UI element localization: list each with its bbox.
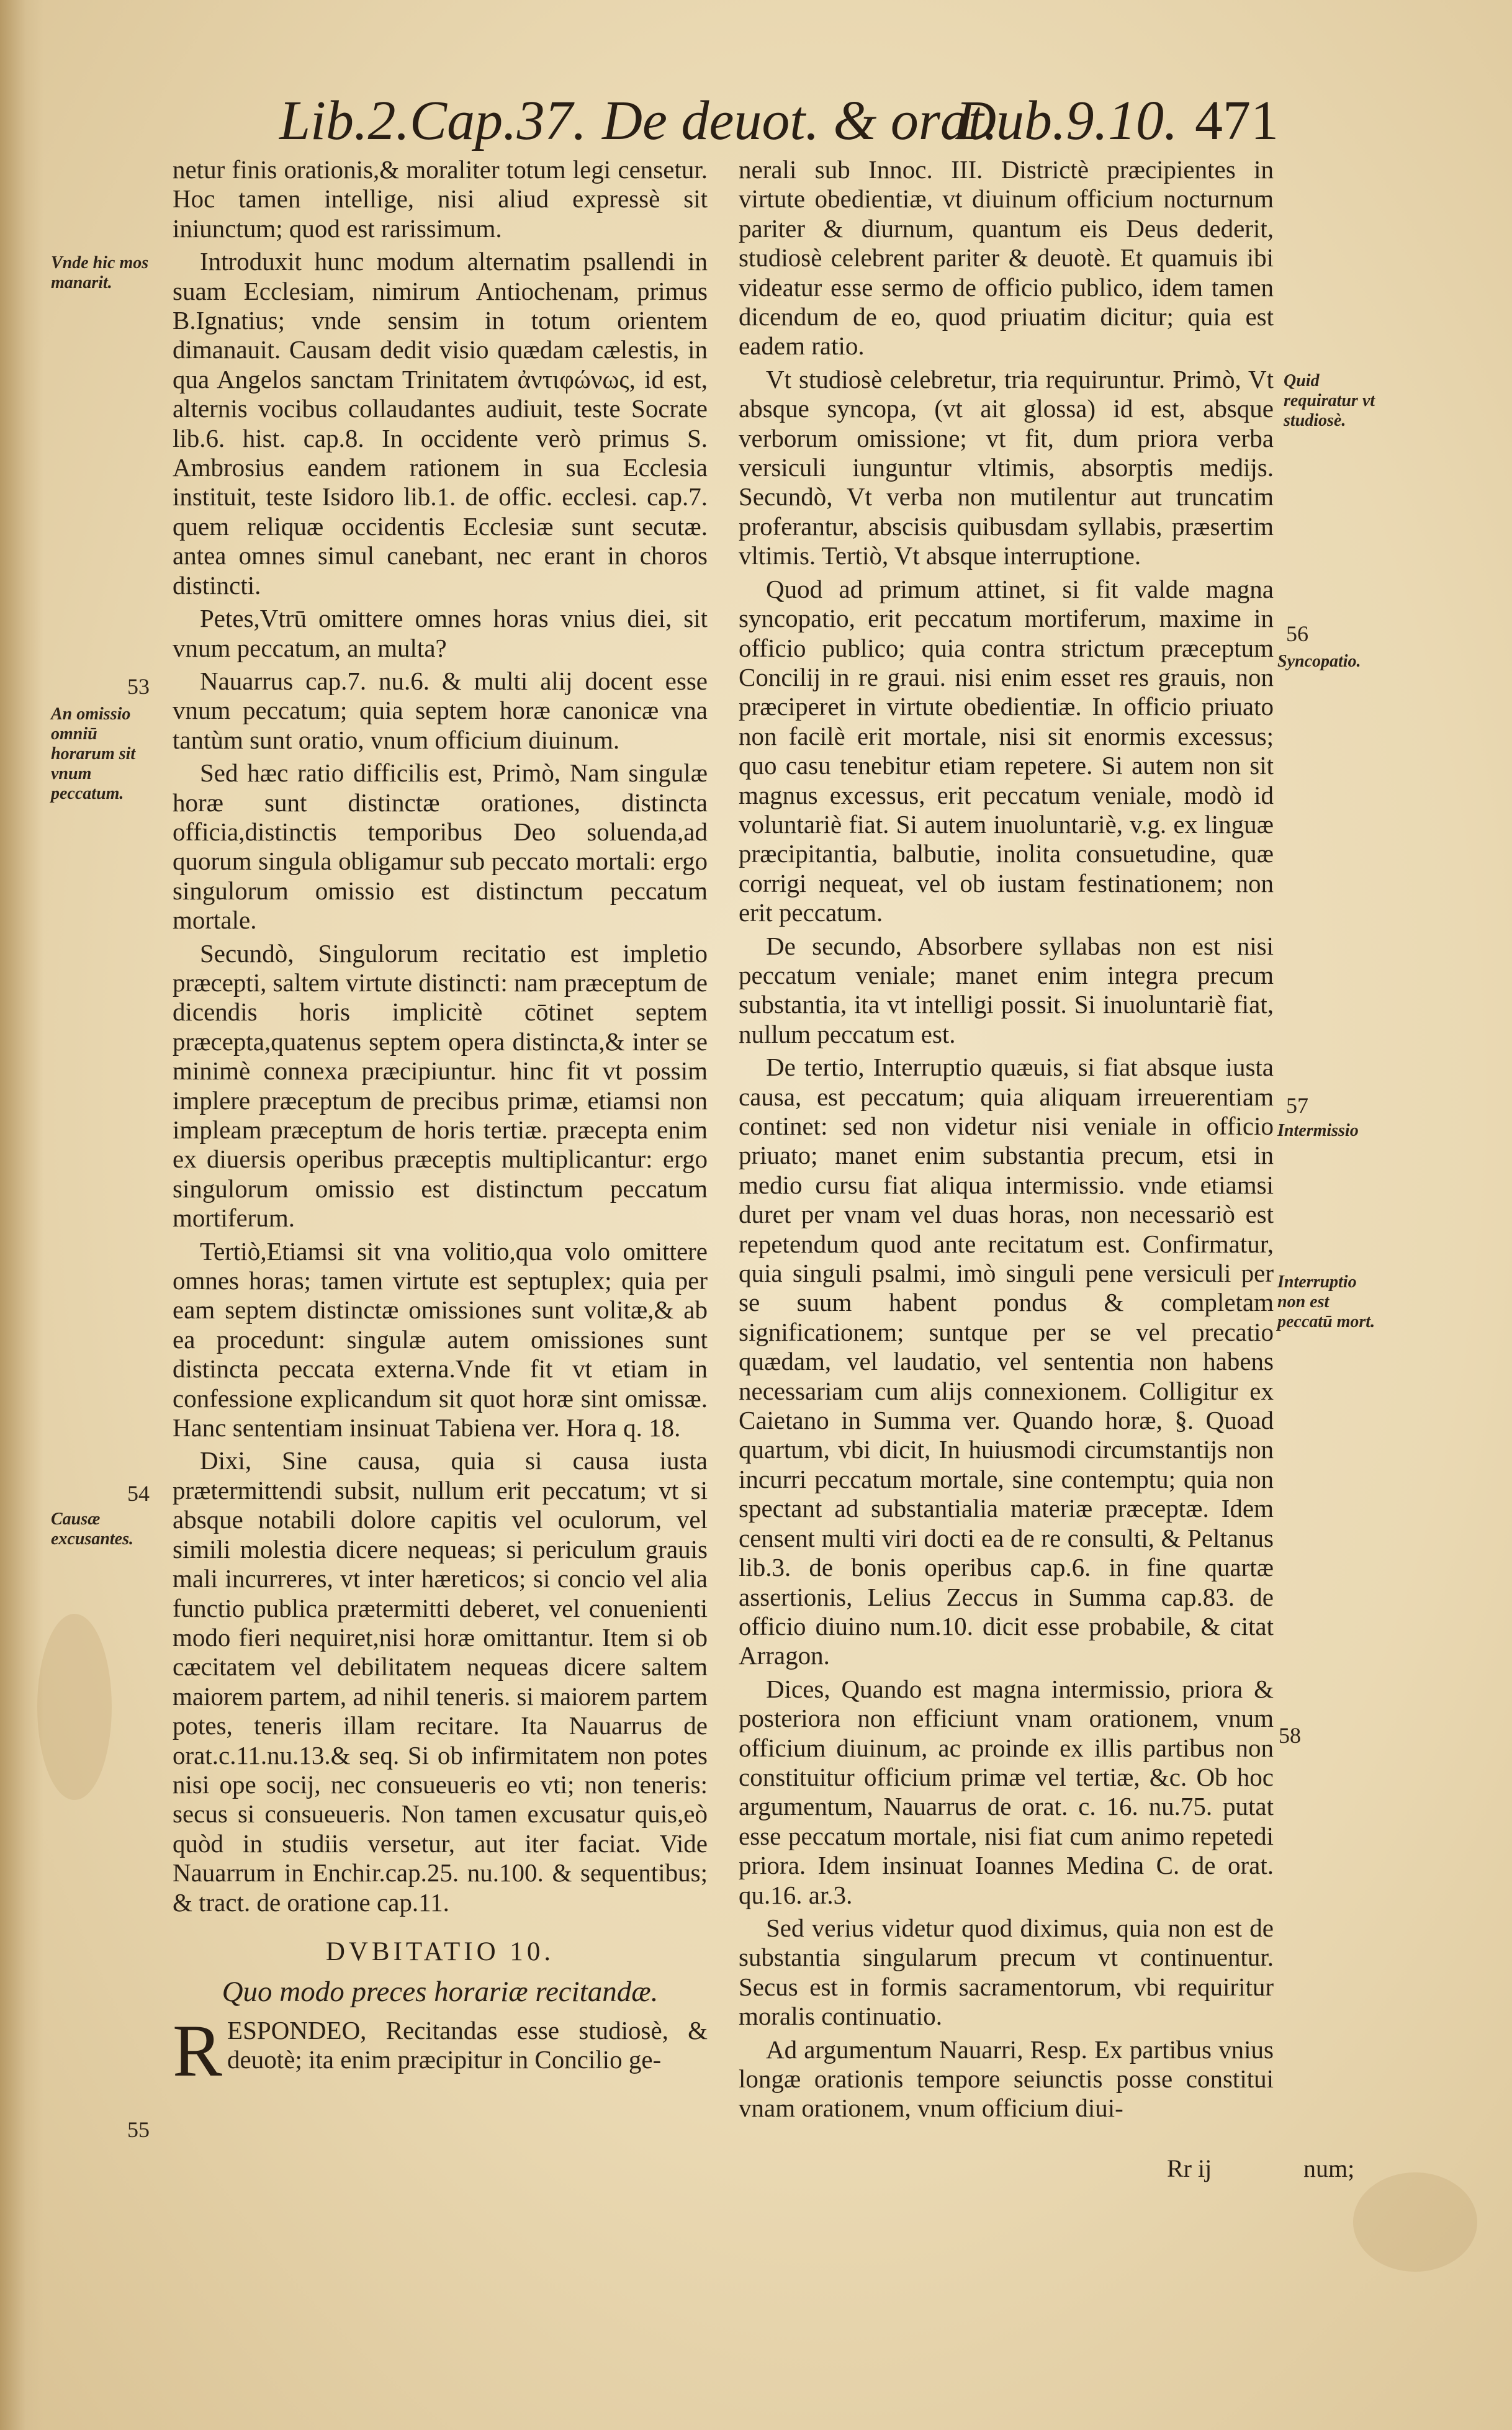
paragraph: Dices, Quando est magna intermissio, priora & posteriora non efficiunt vnam orationem, vnum officium diuinum, ac proinde ex illis partibus non constituitur officium primæ vel tertiæ, &c. Ob hoc argumentum, Nauarrus de orat. c. 16. nu.75. putat esse peccatum mortale, nisi fiat cum animo repetedi priora. Idem insinuat Ioannes Medina C. de orat. qu.16. ar.3. <box>739 1674 1274 1909</box>
paragraph: Introduxit hunc modum alternatim psallendi in suam Ecclesiam, nimirum Antiochenam, primus B.Ignatius; vnde sensim in totum orientem dimanauit. Causam dedit visio quædam cælestis, in qua Angelos sanctam Trinitatem ἀντιφώνως, id est, alternis vocibus collaudantes audiuit, teste Socrate lib.6. hist. cap.8. In occidente verò primus S. Ambrosius eandem rationem in sua Ecclesia instituit, teste Isidoro lib.1. de offic. ecclesi. cap.7. quem reliquæ occidentis Ecclesiæ sunt secutæ. antea omnes simul canebant, nec erant in choros distincti. <box>173 247 708 600</box>
margin-note-requirements: Quid requiratur vt studiosè. <box>1284 371 1375 430</box>
running-header <box>279 87 1279 155</box>
paragraph: Sed verius videtur quod diximus, quia non est de substantia singularum precum vt continuentur. Secus est in formis sacramentorum, vbi requiritur moralis continuatio. <box>739 1913 1274 2031</box>
dubitatio-subtitle: Quo modo preces horariæ recitandæ. <box>222 1976 659 2009</box>
margin-note-interruption: Interruptio non est peccatū mort. <box>1277 1272 1375 1331</box>
dubitatio-opening <box>173 2009 708 2092</box>
paragraph: Quod ad primum attinet, si fit valde magna syncopatio, erit peccatum mortiferum, maxime in officio publico; quia contra strictum præceptum Concilij in re graui. nisi enim esset res grauis, non præciperet in virtute obedientiæ. In officio priuato non facilè erit mortale, nisi sit enormis excessus; quo casu tenebitur etiam repetere. Si autem non sit magnus excessus, erit peccatum veniale, modò id voluntariè fiat. Si autem inuoluntariè, v.g. ex linguæ præcipitantia, balbutie, inolita consuetudine, quæ corrigi nequeat, vel ob iustam festinationem; non erit peccatum. <box>739 574 1274 927</box>
header-subject: De deuot. & orat. <box>602 90 998 151</box>
drop-cap: R <box>173 2009 223 2092</box>
paragraph: Vt studiosè celebretur, tria requiruntur. Primò, Vt absque syncopa, (vt ait glossa) id est, absque verborum omissione; vt fit, dum priora verba versiculi iunguntur vltimis, absorptis medijs. Secundò, Vt verba non mutilentur aut truncatim proferantur, abscisis quibusdam syllabis, præsertim vltimis. Tertiò, Vt absque interruptione. <box>739 364 1274 570</box>
margin-note-intermissio: Intermissio <box>1277 1121 1359 1140</box>
page-gutter-shadow <box>0 0 43 2430</box>
page-stain <box>37 1614 112 1800</box>
margin-note-omission: An omissio omniū horarum sit vnum peccatum. <box>51 704 136 803</box>
margin-note-excusing-causes: Causæ excusantes. <box>51 1510 133 1549</box>
left-column <box>173 155 708 2092</box>
catchword: num; <box>1303 2154 1355 2182</box>
margin-number: 58 <box>1279 1723 1301 1748</box>
paragraph: Dixi, Sine causa, quia si causa iusta prætermittendi subsit, nullum erit peccatum; vt si absque notabili dolore capitis vel oculorum, vel simili molestia dicere nequeas; si periculum grauis mali incurreres, vt inter hæreticos; si concio vel alia functio publica prætermitti deberet, vel conuenienti modo fieri nequiret,nisi horæ omittantur. Item si ob cæcitatem vel debilitatem nequeas dicere saltem maiorem partem, ad nihil teneris. si maiorem partem potes, teneris illam recitare. Ita Nauarrus de orat.c.11.nu.13.& seq. Si ob infirmitatem non potes nisi ope socij, nec consueueris eo vti; non teneris: secus si consueueris. Non tamen excusatur quis,eò quòd in studiis versetur, aut iter faciat. Vide Nauarrum in Enchir.cap.25. nu.100. & sequentibus; & tract. de oratione cap.11. <box>173 1446 708 1917</box>
margin-note-origin: Vnde hic mos manarit. <box>51 253 149 292</box>
paragraph: De tertio, Interruptio quæuis, si fiat absque iusta causa, est peccatum; quia aliquam irreuerentiam continet: sed non videtur nisi veniale in officio priuato; manet enim substantia precum, etsi in medio cursu fiat aliqua intermissio. vnde etiamsi duret per vnam vel duas horas, non necessariò est repetendum quod ante recitatum est. Confirmatur, quia singuli psalmi, imò singuli pene versiculi per se suum habent pondus & completam significationem; suntque per se vel precatio quædam, vel laudatio, vel sententia non habens necessariam cum alijs connexionem. Colligitur ex Caietano in Summa ver. Quando horæ, §. Quoad quartum, vbi dicit, In huiusmodi circumstantijs non incurri peccatum mortale, sine contemptu; quia non spectant ad substantialia materiæ præceptæ. Idem censent multi viri docti ea de re consulti, & Peltanus lib.3. de bonis operibus cap.6. in fine quartæ assertionis, Lelius Zeccus in Summa cap.83. de officio diuino num.10. dicit esse probabile, & citat Arragon. <box>739 1053 1274 1670</box>
paragraph: Secundò, Singulorum recitatio est impletio præcepti, saltem virtute distincti: nam præceptum de dicendis horis implicitè cōtinet septem præcepta,quatenus septem opera distincta,& inter se minimè connexa præcipiuntur. hinc fit vt possim implere præceptum de precibus primæ, etiamsi non impleam præceptum de horis tertiæ. præcepta enim ex diuersis operibus præceptis multiplicantur: ergo singulorum omissio est distinctum peccatum mortiferum. <box>173 938 708 1233</box>
header-dubitatio: Dub.9.10. <box>956 90 1178 151</box>
paragraph: Petes,Vtrū omittere omnes horas vnius diei, sit vnum peccatum, an multa? <box>173 604 708 662</box>
right-column <box>739 155 1274 2127</box>
page-stain <box>1353 2172 1477 2272</box>
paragraph: Sed hæc ratio difficilis est, Primò, Nam singulæ horæ sunt distinctæ orationes, distincta officia,distinctis temporibus Deo soluenda,ad quorum singula obligamur sub peccato mortali: ergo singulorum omissio est distinctum peccatum mortale. <box>173 758 708 935</box>
margin-number: 53 <box>127 674 150 699</box>
paragraph: netur finis orationis,& moraliter totum legi censetur. Hoc tamen intellige, nisi aliud expressè sit iniunctum; quod est rarissimum. <box>173 155 708 243</box>
margin-note-syncopatio: Syncopatio. <box>1277 652 1361 671</box>
header-book-chapter: Lib.2.Cap.37. <box>279 90 587 151</box>
dubitatio-heading: DVBITATIO 10. <box>325 1937 555 1966</box>
paragraph: nerali sub Innoc. III. Districtè præcipientes in virtute obedientiæ, vt diuinum officium nocturnum pariter & diurnum, quantum eis Deus dederit, studiosè celebrent pariter & deuotè. Et quamuis ibi videatur esse sermo de officio publico, idem tamen dicendum de eo, quod priuatim dicitur; quia est eadem ratio. <box>739 155 1274 361</box>
margin-number: 57 <box>1286 1093 1308 1118</box>
opening-text: ESPONDEO, Recitandas esse studiosè, & deuotè; ita enim præcipitur in Concilio ge- <box>227 2015 708 2074</box>
margin-number: 55 <box>127 2117 150 2142</box>
paragraph: De secundo, Absorbere syllabas non est nisi peccatum veniale; manet enim integra precum substantia, ita vt intelligi possit. Si inuoluntariè fiat, nullum peccatum est. <box>739 931 1274 1048</box>
page-number: 471 <box>1195 90 1279 151</box>
margin-number: 54 <box>127 1481 150 1506</box>
signature-mark: Rr ij <box>1167 2154 1212 2182</box>
paragraph: Ad argumentum Nauarri, Resp. Ex partibus vnius longæ orationis tempore seiunctis posse constitui vnam orationem, vnum officium diui- <box>739 2035 1274 2123</box>
margin-number: 56 <box>1286 621 1308 646</box>
paragraph: Nauarrus cap.7. nu.6. & multi alij docent esse vnum peccatum; quia septem horæ canonicæ vna tantùm sunt oratio, vnum officium diuinum. <box>173 666 708 754</box>
paragraph: Tertiò,Etiamsi sit vna volitio,qua volo omittere omnes horas; tamen virtute est septuplex; quia per eam septem distinctæ omissiones sunt volitæ,& ab ea procedunt: singulæ autem omissiones sunt distincta peccata externa.Vnde fit vt etiam in confessione explicandum sit quot horæ sint omissæ. Hanc sententiam insinuat Tabiena ver. Hora q. 18. <box>173 1236 708 1442</box>
